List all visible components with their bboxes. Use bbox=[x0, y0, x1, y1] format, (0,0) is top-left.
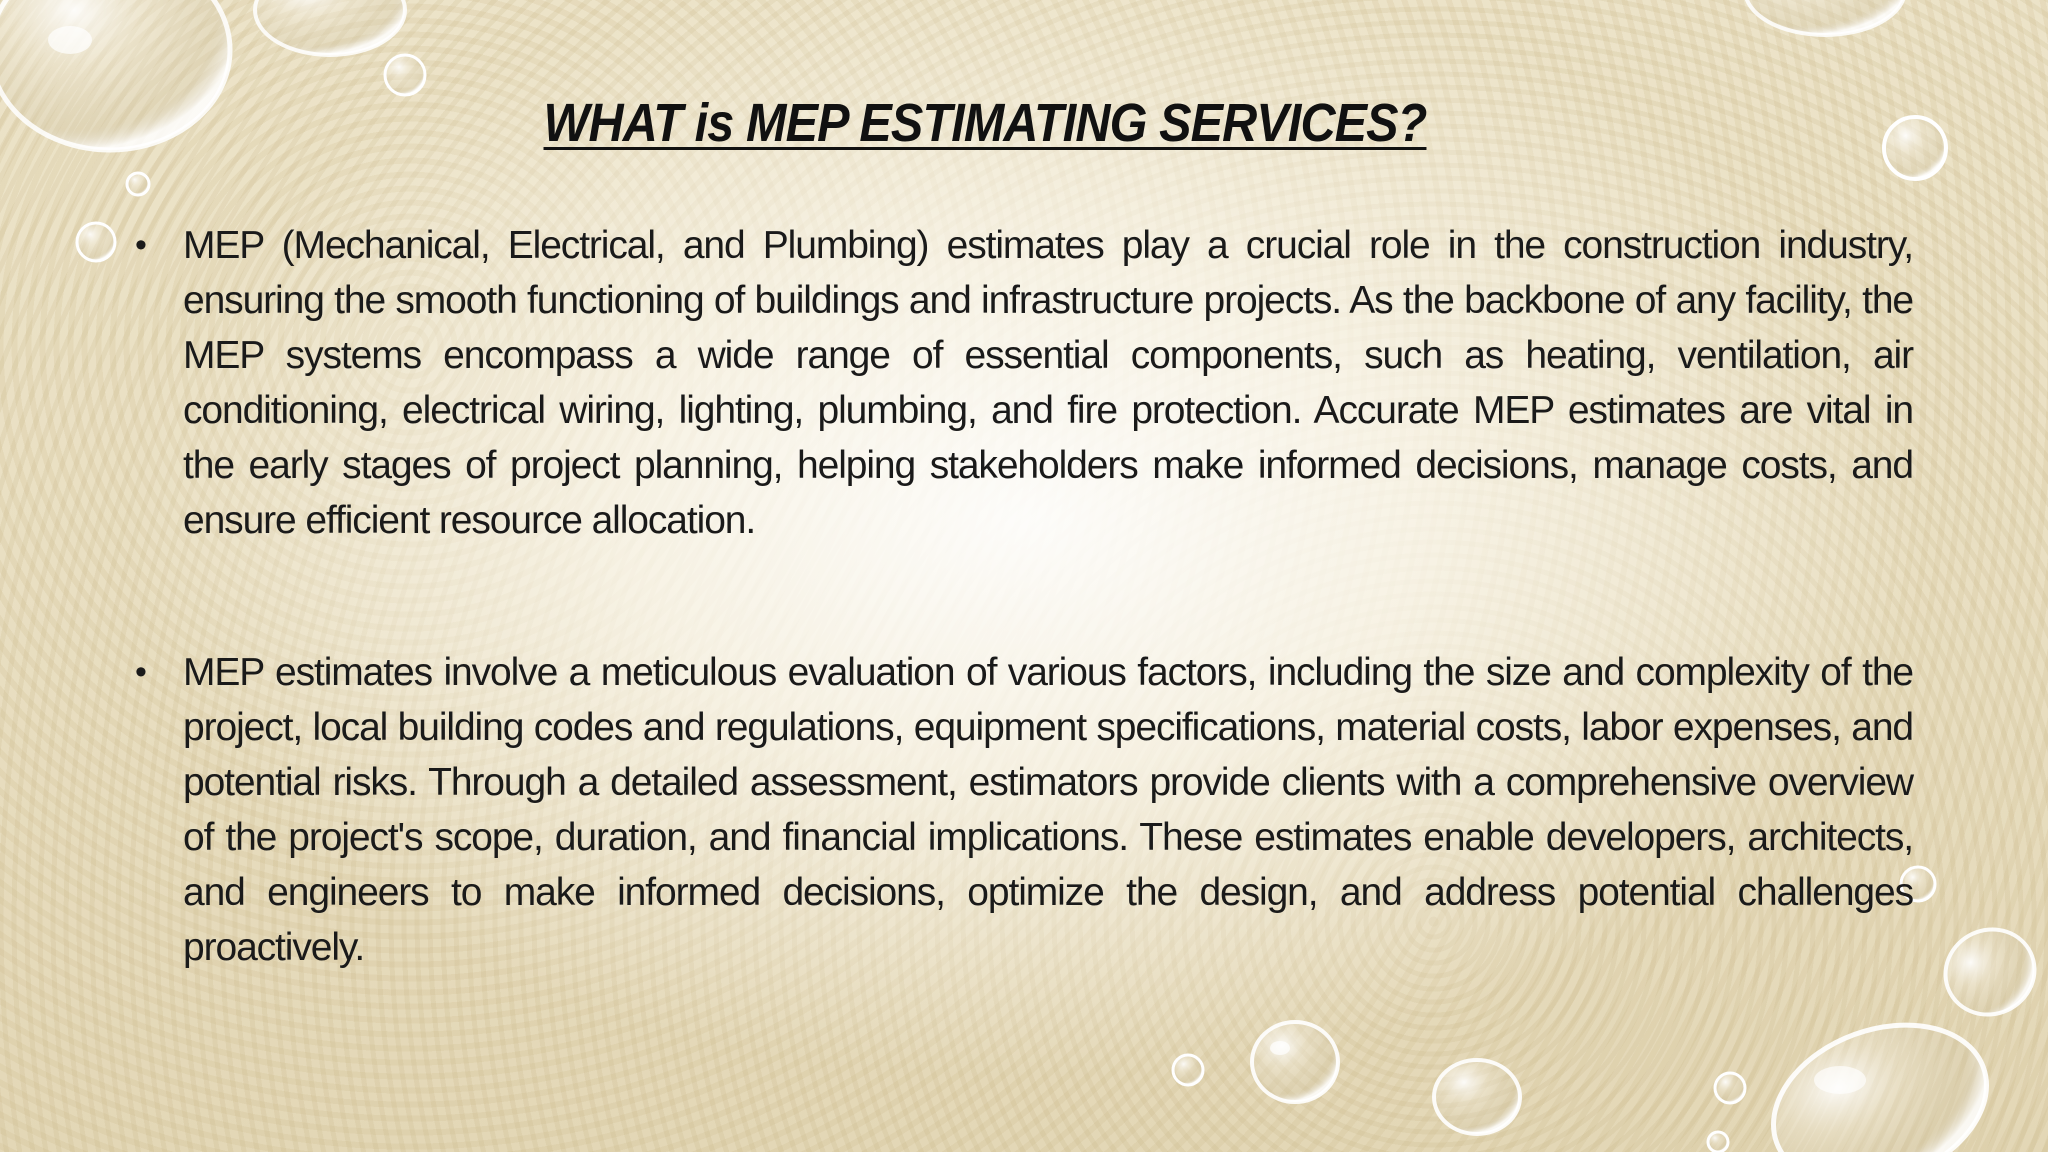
droplet-small-2 bbox=[127, 173, 149, 195]
droplet-bottom-right-large bbox=[1751, 997, 2009, 1152]
droplet-bottom-center-b bbox=[1434, 1060, 1520, 1134]
droplet-bottom-small-b bbox=[1708, 1132, 1728, 1152]
droplet-small-3 bbox=[77, 223, 115, 261]
bullet-list bbox=[135, 218, 1913, 975]
droplet-bottom-center-a bbox=[1252, 1022, 1338, 1102]
slide-title: WHAT is MEP ESTIMATING SERVICES? bbox=[543, 93, 1427, 153]
droplet-bottom-right-tall bbox=[1931, 915, 2048, 1029]
droplet-right-medium bbox=[1884, 117, 1946, 179]
droplet-bottom-small-a bbox=[1715, 1073, 1745, 1103]
droplet-bottom-center-small bbox=[1173, 1055, 1203, 1085]
droplet-top-right bbox=[1745, 0, 1905, 35]
droplet-top-left-medium bbox=[255, 0, 405, 55]
bullet-item bbox=[135, 218, 1913, 548]
bullet-text: MEP estimates involve a meticulous evaluation of various factors, including the size and complexity of the project, local building codes and regulations, equipment specifications, material costs, labor expenses, and potential risks. Through a detailed assessment, estimators provide clients with a comprehensive overview of the project's scope, duration, and financial implications. These estimates enable developers, architects, and engineers to make informed decisions, optimize the design, and address potential challenges proactively. bbox=[183, 651, 1913, 969]
bullet-marker: • bbox=[135, 226, 146, 264]
bullet-marker: • bbox=[135, 653, 146, 691]
droplet-small-1 bbox=[385, 55, 425, 95]
bullet-item bbox=[135, 645, 1913, 975]
bullet-text: MEP (Mechanical, Electrical, and Plumbing) estimates play a crucial role in the construction industry, ensuring the smooth functioning of buildings and infrastructure projects. As the backbone of any facility, the MEP systems encompass a wide range of essential components, such as heating, ventilation, air conditioning, electrical wiring, lighting, plumbing, and fire protection. Accurate MEP estimates are vital in the early stages of project planning, helping stakeholders make informed decisions, manage costs, and ensure efficient resource allocation. bbox=[183, 224, 1913, 542]
